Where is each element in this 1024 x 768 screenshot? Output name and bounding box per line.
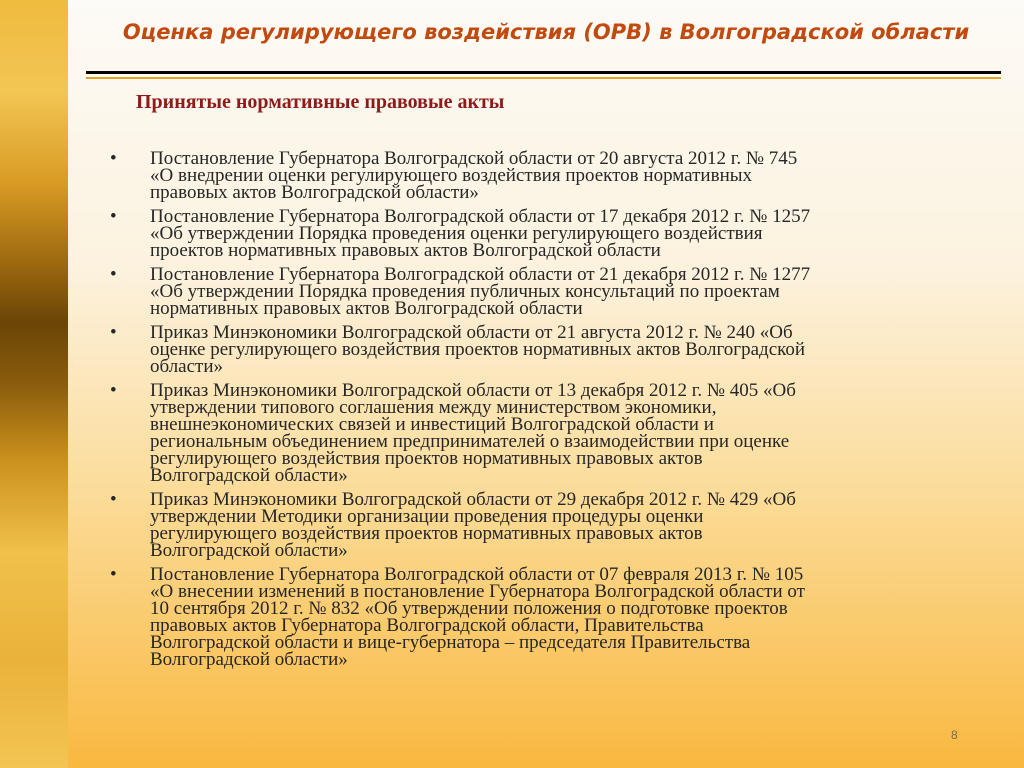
slide-subtitle: Принятые нормативные правовые акты xyxy=(136,91,505,113)
list-item-text-line: «О внедрении оценки регулирующего воздействия проектов нормативных xyxy=(150,165,752,186)
list-item-text-line: нормативных правовых актов Волгоградской области xyxy=(150,298,583,319)
list-item xyxy=(110,382,960,484)
list-item-text-line: регулирующего воздействия проектов нормативных правовых актов xyxy=(150,523,703,544)
list-item-text-line: Волгоградской области» xyxy=(150,649,348,670)
list-item-text-line: Приказ Минэкономики Волгоградской области от 29 декабря 2012 г. № 429 «Об xyxy=(150,489,796,510)
list-item-text-line: оценке регулирующего воздействия проектов нормативных актов Волгоградской xyxy=(150,339,806,360)
list-item xyxy=(110,324,960,375)
left-decorative-strip xyxy=(0,0,68,768)
list-item-text-line: «О внесении изменений в постановление Губернатора Волгоградской области от xyxy=(150,581,805,602)
list-item-text-line: Постановление Губернатора Волгоградской области от 17 декабря 2012 г. № 1257 xyxy=(150,206,811,227)
bullet-icon: • xyxy=(110,564,117,585)
list-item-text-line: проектов нормативных правовых актов Волгоградской области xyxy=(150,240,661,261)
list-item xyxy=(110,491,960,559)
list-item-text-line: региональным объединением предпринимателей о взаимодействии при оценке xyxy=(150,431,790,452)
bullet-icon: • xyxy=(110,489,117,510)
bullet-icon: • xyxy=(110,322,117,343)
list-item-text-line: «Об утверждении Порядка проведения оценки регулирующего воздействия xyxy=(150,223,763,244)
list-item-text-line: правовых актов Волгоградской области» xyxy=(150,182,479,203)
list-item-text-line: регулирующего воздействия проектов нормативных правовых актов xyxy=(150,448,703,469)
list-item-text-line: Приказ Минэкономики Волгоградской области от 13 декабря 2012 г. № 405 «Об xyxy=(150,380,796,401)
list-item-text-line: Постановление Губернатора Волгоградской области от 20 августа 2012 г. № 745 xyxy=(150,148,798,169)
list-item-text-line: Волгоградской области» xyxy=(150,540,348,561)
list-item-text-line: «Об утверждении Порядка проведения публичных консультаций по проектам xyxy=(150,281,780,302)
list-item xyxy=(110,266,960,317)
list-item-text-line: Волгоградской области и вице-губернатора – председателя Правительства xyxy=(150,632,751,653)
list-item xyxy=(110,150,960,201)
title-divider-gold xyxy=(86,77,1001,79)
list-item-text-line: Приказ Минэкономики Волгоградской области от 21 августа 2012 г. № 240 «Об xyxy=(150,322,793,343)
bullet-icon: • xyxy=(110,380,117,401)
list-item-text-line: внешнеэкономических связей и инвестиций Волгоградской области и xyxy=(150,414,714,435)
list-item xyxy=(110,566,960,668)
list-item-text-line: правовых актов Губернатора Волгоградской области, Правительства xyxy=(150,615,704,636)
bullet-icon: • xyxy=(110,148,117,169)
title-divider-dark xyxy=(86,71,1001,74)
list-item-text-line: утверждении Методики организации проведения процедуры оценки xyxy=(150,506,704,527)
legal-acts-list xyxy=(110,150,960,675)
list-item-text-line: 10 сентября 2012 г. № 832 «Об утверждении положения о подготовке проектов xyxy=(150,598,788,619)
list-item-text-line: Волгоградской области» xyxy=(150,465,348,486)
list-item-text-line: утверждении типового соглашения между министерством экономики, xyxy=(150,397,717,418)
list-item xyxy=(110,208,960,259)
bullet-icon: • xyxy=(110,206,117,227)
slide-title: Оценка регулирующего воздействия (ОРВ) в Волгоградской области xyxy=(122,20,970,44)
list-item-text-line: Постановление Губернатора Волгоградской области от 07 февраля 2013 г. № 105 xyxy=(150,564,804,585)
bullet-icon: • xyxy=(110,264,117,285)
list-item-text-line: области» xyxy=(150,356,224,377)
list-item-text-line: Постановление Губернатора Волгоградской области от 21 декабря 2012 г. № 1277 xyxy=(150,264,811,285)
page-number: 8 xyxy=(951,728,958,742)
